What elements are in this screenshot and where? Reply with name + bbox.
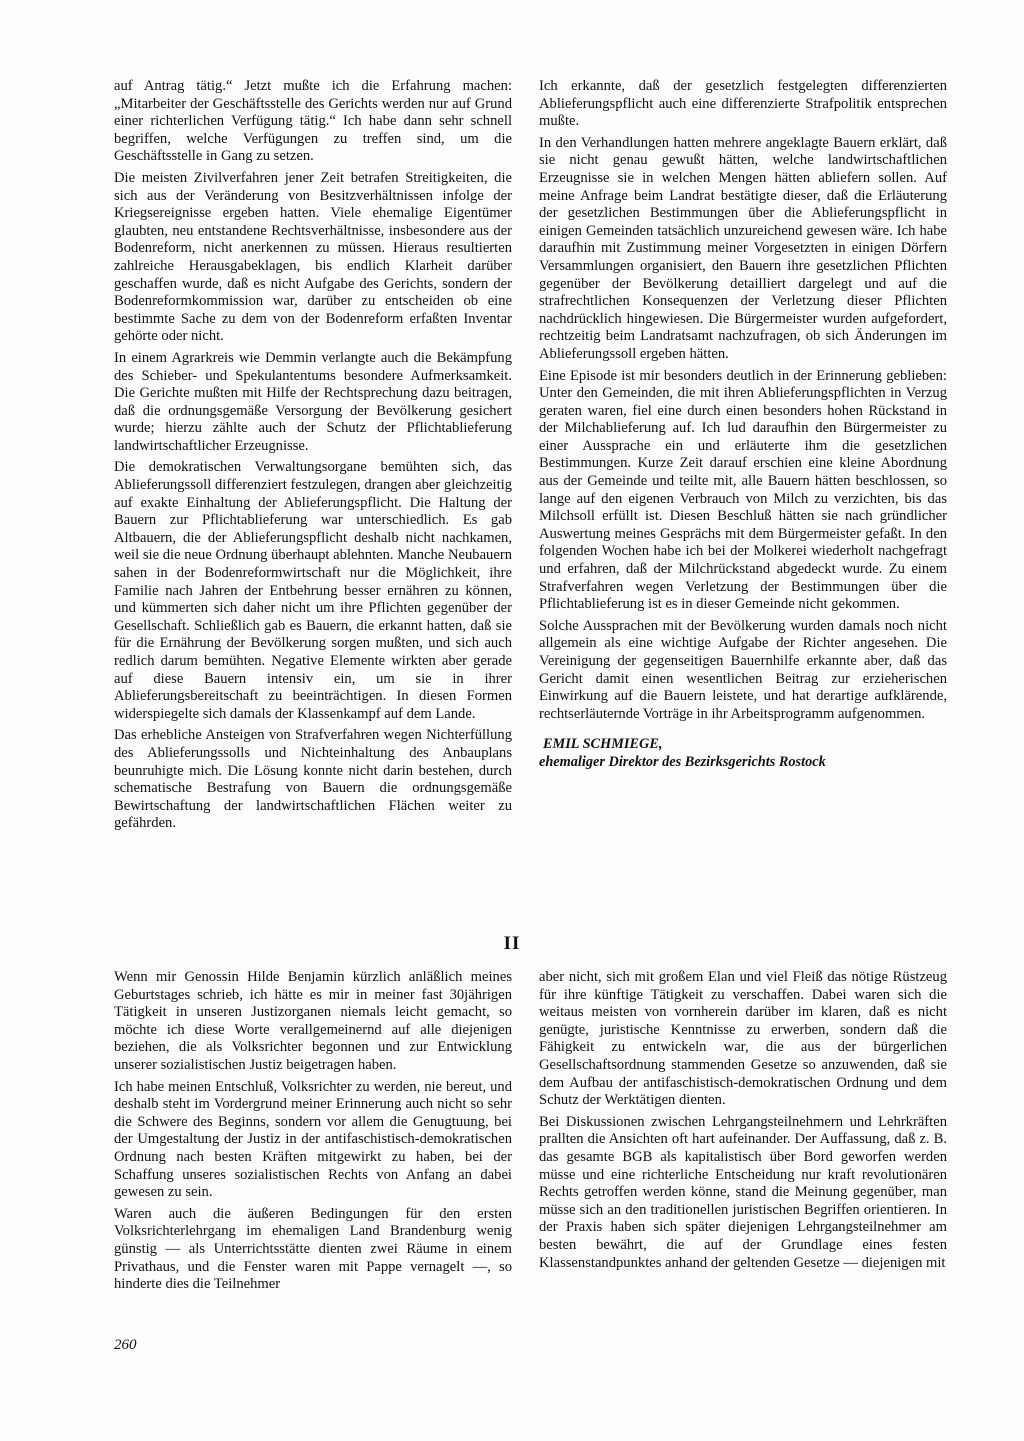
author-title: ehemaliger Direktor des Bezirksgerichts Rostock: [539, 754, 826, 771]
paragraph: Bei Diskussionen zwischen Lehrgangsteilnehmern und Lehrkräften prallten die Ansichten oft hart aufeinander. Der Auffassung, daß z. B. das gesamte BGB als kapitalistisch über Bord geworfen werden müsse und eine richterliche Entscheidung nur kraft revolutionären Rechts getroffen werden könne, stand die Meinung gegenüber, man müsse sich an den traditionellen juristischen Begriffen orientieren. In der Praxis haben sich später diejenigen Lehrgangsteilnehmer am besten bewährt, die auf der Grundlage eines festen Klassenstandpunktes anhand der geltenden Gesetze — diejenigen mit: [539, 1113, 947, 1271]
paragraph: auf Antrag tätig.“ Jetzt mußte ich die Erfahrung machen: „Mitarbeiter der Geschäftsstelle des Gerichts werden nur auf Grund einer richterlichen Verfügung tätig.“ Ich habe dann sehr schnell begriffen, welche Verfügungen zu treffen sind, um die Geschäftsstelle in Gang zu setzen.: [114, 78, 512, 165]
paragraph: Das erhebliche Ansteigen von Strafverfahren wegen Nichterfüllung des Ablieferungssolls und Nichteinhaltung des Anbauplans beunruhigte mich. Die Lösung konnte nicht darin bestehen, durch schematische Bestrafung von Bauern die ordnungsgemäße Bewirtschaftung der landwirtschaftlichen Flächen weiter zu gefährden.: [114, 727, 512, 832]
page-number: 260: [114, 1337, 137, 1353]
paragraph: Die meisten Zivilverfahren jener Zeit betrafen Streitigkeiten, die sich aus der Veränderung von Besitzverhältnissen infolge der Kriegsereignisse ergeben hatten. Viele ehemalige Eigentümer glaubten, neu entstandene Rechtsverhältnisse, insbesondere aus der Bodenreform, nicht anerkennen zu müssen. Hieraus resultierten zahlreiche Herausgabeklagen, bis endlich Klarheit darüber geschaffen wurde, daß es nicht Aufgabe des Gerichts, sondern der Bodenreformkommission war, darüber zu entscheiden ob eine bestimmte Sache zu dem von der Bodenreform erfaßten Inventar gehörte oder nicht.: [114, 169, 512, 345]
author-signature: [539, 735, 947, 771]
column-a: [114, 78, 512, 837]
section-number: II: [503, 933, 521, 954]
paragraph: aber nicht, sich mit großem Elan und viel Fleiß das nötige Rüstzeug für ihre künftige Tätigkeit zu verschaffen. Dabei waren sich die weitaus meisten von vornherein darüber im klaren, daß es nicht genügte, juristische Kenntnisse zu erwerben, sondern daß die Fähigkeit zu entwickeln war, die aus der bürgerlichen Gesellschaftsordnung stammenden Gesetze so anzuwenden, daß sie dem Aufbau der antifaschistisch-demokratischen Ordnung und dem Schutz der Werktätigen dienten.: [539, 969, 947, 1109]
author-name: EMIL SCHMIEGE,: [543, 736, 663, 753]
column-c: [114, 969, 512, 1298]
paragraph: Wenn mir Genossin Hilde Benjamin kürzlich anläßlich meines Geburtstages schrieb, ich hätte es mir in meiner fast 30jährigen Tätigkeit in unseren Justizorganen niemals leicht gemacht, so möchte ich diese Worte verallgemeinernd auf alle diejenigen beziehen, die als Volksrichter begonnen und zur Entwicklung unserer sozialistischen Justiz beigetragen haben.: [114, 969, 512, 1073]
paragraph: In den Verhandlungen hatten mehrere angeklagte Bauern erklärt, daß sie nicht genau gewußt hätten, welche landwirtschaftlichen Erzeugnisse sie in welchen Mengen hätten abliefern sollen. Auf meine Anfrage beim Landrat bestätigte dieser, daß die Erläuterung der gesetzlichen Bestimmungen über die Ablieferungspflicht in einigen Gemeinden tatsächlich unzureichend gewesen wäre. Ich habe daraufhin mit Zustimmung meiner Vorgesetzten in einigen Dörfern Versammlungen organisiert, den Bauern ihre gesetzlichen Pflichten gegenüber der Bevölkerung detailliert dargelegt und auf die strafrechtlichen Konsequenzen der Verletzung dieser Pflichten nachdrücklich hingewiesen. Die Bürgermeister wurden aufgefordert, rechtzeitig beim Landratsamt nachzufragen, ob sich Änderungen im Ablieferungssoll ergeben hätten.: [539, 134, 947, 362]
paragraph: Waren auch die äußeren Bedingungen für den ersten Volksrichterlehrgang im ehemaligen Land Brandenburg wenig günstig — als Unterrichtsstätte dienten zwei Räume in einem Privathaus, und die Fenster waren mit Pappe vernagelt —, so hinderte dies die Teilnehmer: [114, 1205, 512, 1293]
paragraph: Eine Episode ist mir besonders deutlich in der Erinnerung geblieben: Unter den Gemeinden, die mit ihren Ablieferungspflichten in Verzug geraten waren, fiel eine durch einen besonders hohen Rückstand in der Milchablieferung auf. Ich lud daraufhin den Bürgermeister zu einer Aussprache ein und erläuterte ihm die gesetzlichen Bestimmungen. Kurze Zeit darauf erschien eine kleine Abordnung aus der Gemeinde und teilte mit, alle Bauern hätten beschlossen, so lange auf den eigenen Verbrauch von Milch zu verzichten, bis das Milchsoll erfüllt ist. Diesen Beschluß hätten sie nach gründlicher Auswertung meines Gesprächs mit dem Bürgermeister gefaßt. In den folgenden Wochen habe ich bei der Molkerei wiederholt nachgefragt und erfahren, daß der Milchrückstand abgedeckt wurde. Zu einem Strafverfahren wegen Verletzung der Bestimmungen über die Pflichtablieferung ist es in dieser Gemeinde nicht gekommen.: [539, 367, 947, 613]
column-d: [539, 969, 947, 1276]
paragraph: Ich habe meinen Entschluß, Volksrichter zu werden, nie bereut, und deshalb steht im Vordergrund meiner Erinnerung auch nicht so sehr die Schwere des Beginns, sondern vor allem die Genugtuung, bei der Umgestaltung der Justiz in der antifaschistisch-demokratischen Ordnung nach besten Kräften mitgewirkt zu haben, bei der Schaffung unseres sozialistischen Rechts von Anfang an dabei gewesen zu sein.: [114, 1078, 512, 1201]
paragraph: Ich erkannte, daß der gesetzlich festgelegten differenzierten Ablieferungspflicht auch eine differenzierte Strafpolitik entsprechen mußte.: [539, 78, 947, 130]
paragraph: Die demokratischen Verwaltungsorgane bemühten sich, das Ablieferungssoll differenziert festzulegen, drangen aber gleichzeitig auf exakte Einhaltung der Ablieferungspflicht. Die Haltung der Bauern zur Pflichtablieferung war unterschiedlich. Es gab Altbauern, die der Ablieferungspflicht deshalb nicht nachkamen, weil sie die neue Ordnung überhaupt ablehnten. Manche Neubauern sahen in der Bodenreformwirtschaft nur die Möglichkeit, ihre Familie nach Jahren der Entbehrung besser ernähren zu können, und kümmerten sich daher nicht um ihre Pflichten gegenüber der Gesellschaft. Schließlich gab es Bauern, die erkannt hatten, daß sie für die Ernährung der Bevölkerung sorgen mußten, und sich auch redlich darum bemühten. Negative Elemente wirkten aber gerade auf diese Bauern intensiv ein, um sie in ihrer Ablieferungsbereitschaft zu beeinträchtigen. In diesen Formen widerspiegelte sich damals der Klassenkampf auf dem Lande.: [114, 459, 512, 722]
column-b: [539, 78, 947, 771]
paragraph: Solche Aussprachen mit der Bevölkerung wurden damals noch nicht allgemein als eine wichtige Aufgabe der Richter angesehen. Die Vereinigung der gegenseitigen Bauernhilfe erkannte aber, daß das Gericht damit einen wesentlichen Beitrag zur erzieherischen Einwirkung auf die Bauern leistete, und hat derartige aufklärende, rechtserläuternde Vorträge in ihr Arbeitsprogramm aufgenommen.: [539, 617, 947, 722]
paragraph: In einem Agrarkreis wie Demmin verlangte auch die Bekämpfung des Schieber- und Spekulantentums besondere Aufmerksamkeit. Die Gerichte mußten mit Hilfe der Rechtsprechung dazu beitragen, daß die ordnungsgemäße Versorgung der Bevölkerung gesichert wurde; hierzu zählte auch der Schutz der Pflichtablieferung landwirtschaftlicher Erzeugnisse.: [114, 349, 512, 454]
